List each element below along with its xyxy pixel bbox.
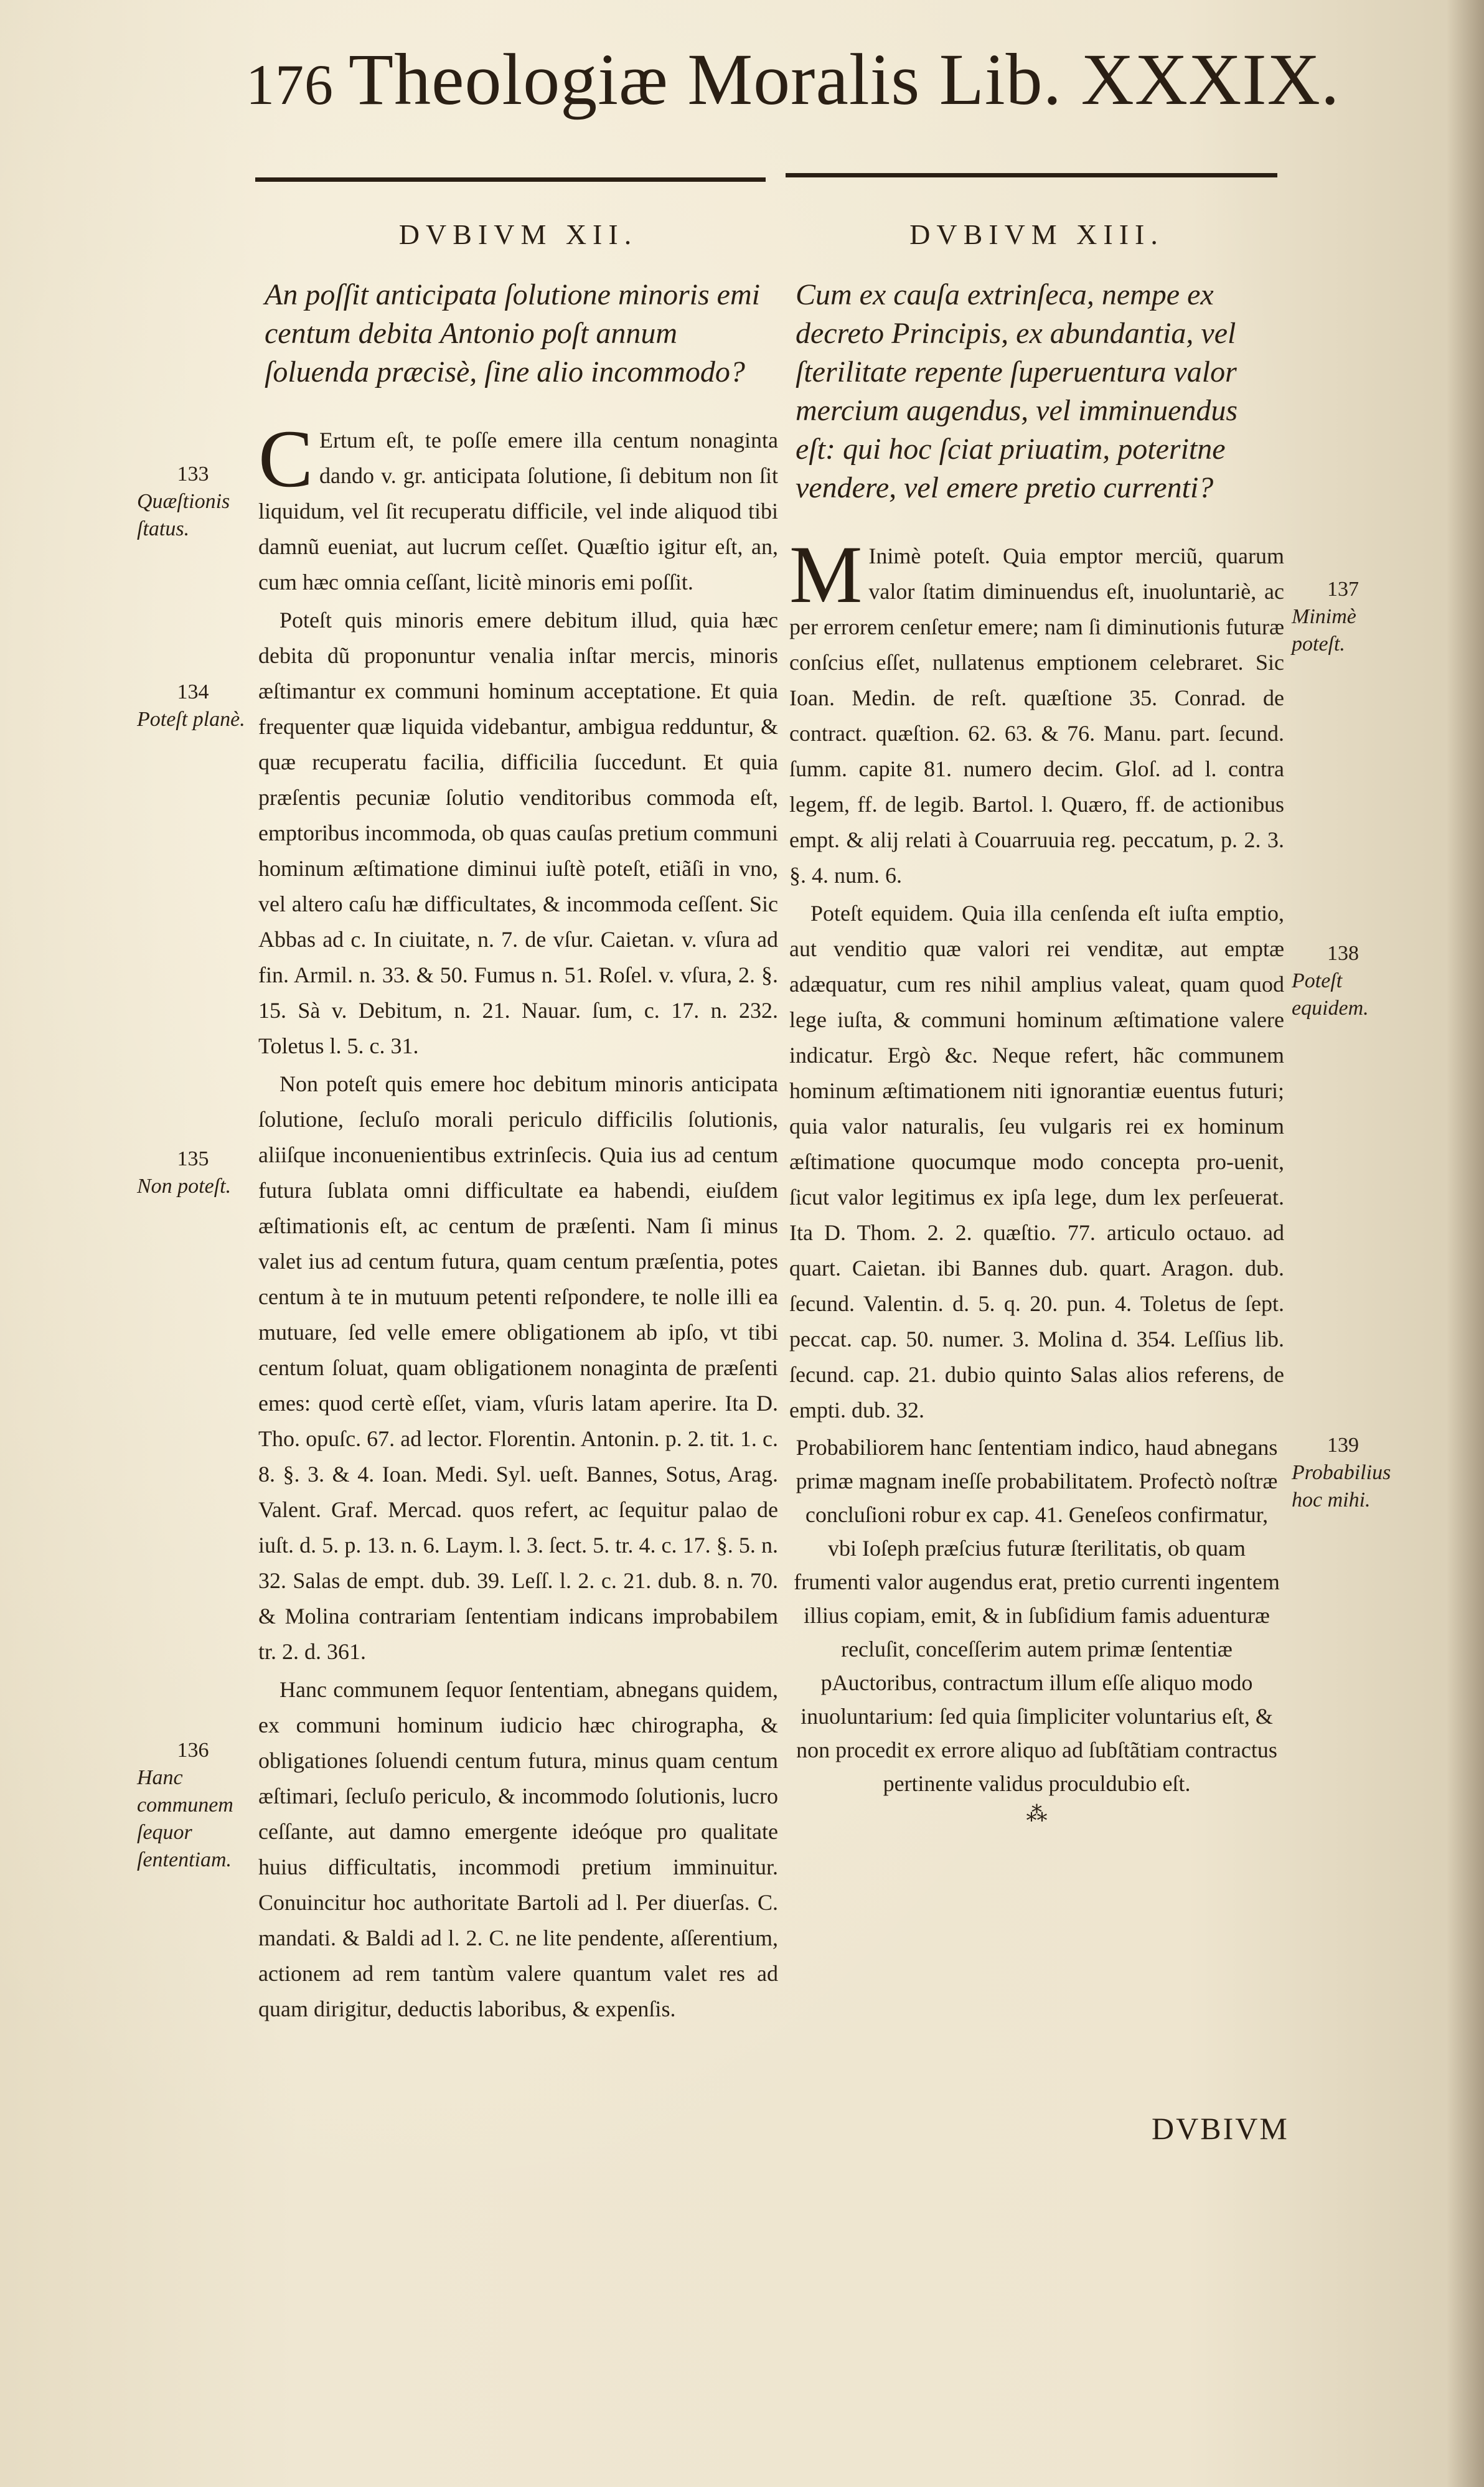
margin-note-number: 139 [1327,1434,1359,1457]
dubium-xii-paragraph-3: Non poteſt quis emere hoc debitum minoris anticipata ſolutione, ſecluſo morali periculo difficilis ſolutionis, aliiſque inconuenientibus extrinſecis. Quia ius ad centum futura ſublata omni difficultate ea habendi, eiuſdem æſtimationis eſt, ac centum de præſenti. Nam ſi minus valet ius ad centum futura, quam centum præſentia, potes centum à te in mutuum petenti reſpondere, te nolle illi ea mutuare, ſed velle emere obligationem ab ipſo, vt tibi centum ſoluat, quam obligationem nonaginta de præſenti emes: quod certè eſſet, viam, vſuris latam aperire. Ita D. Tho. opuſc. 67. ad lector. Florentin. Antonin. p. 2. tit. 1. c. 8. §. 3. & 4. Ioan. Medi. Syl. ueſt. Bannes, Sotus, Arag. Valent. Graf. Mercad. quos refert, ac ſequitur palao de iuſt. d. 5. p. 13. n. 6. Laym. l. 3. ſect. 5. tr. 4. c. 17. §. 5. n. 32. Salas de empt. dub. 39. Leſſ. l. 2. c. 21. dub. 8. n. 70. & Molina contrariam ſententiam indicans improbabilem tr. 2. d. 361. [258,1071,778,1664]
margin-note-number: 133 [177,463,209,486]
page-number: 176 [246,53,334,116]
margin-note-137 [1292,576,1394,658]
margin-note-134 [137,679,249,733]
drop-cap-c: C [258,413,314,504]
paragraph-1-text: Inimè poteſt. Quia emptor merciũ, quarum valor ſtatim diminuendus eſt, inuoluntariè, ac per errorem cenſetur emere; nam ſi diminutionis futuræ conſcius eſſet, nullatenus emptionem celebraret. Sic Ioan. Medin. de reſt. quæſtione 35. Conrad. de contract. quæſtion. 62. 63. & 76. Manu. part. ſecund. ſumm. capite 81. numero decim. Gloſ. ad l. contra legem, ff. de legib. Bartol. l. Quæro, ff. de actionibus empt. & alij relati à Couarruuia reg. peccatum, p. 2. 3. §. 4. num. 6. [789,543,1284,888]
margin-note-number: 138 [1327,942,1359,965]
right-column [789,218,1284,1826]
dubium-xiii-question: Cum ex cauſa extrinſeca, nempe ex decreto Principis, ex abundantia, vel ſterilitate repente ſuperuentura valor mercium augendus, vel imminuendus eſt: qui hoc ſciat priuatim, poteritne vendere, vel emere pretio currenti? [796,278,1238,504]
dubium-xii-question: An poſſit anticipata ſolutione minoris emi centum debita Antonio poſt annum ſoluenda præcisè, ſine alio incommodo? [265,278,760,388]
margin-note-text: Hanc communem ſequor ſententiam. [137,1766,233,1871]
margin-note-text: Quæſtionis ſtatus. [137,490,230,540]
running-header [246,37,1340,122]
header-rule-left [255,177,766,182]
page-gutter-shadow [1447,0,1484,2487]
margin-note-138 [1292,940,1394,1022]
dubium-xii-title: DVBIVM XII. [398,219,638,250]
margin-note-136 [137,1737,249,1874]
margin-note-text: Poteſt equidem. [1292,969,1369,1020]
dubium-xiii-paragraph-2: Poteſt equidem. Quia illa cenſenda eſt iuſta emptio, aut venditio quæ valori rei venditæ, aut emptæ adæquatur, cum res nihil amplius valeat, quam quod lege iuſta, & communi hominum æſtimatione valere indicatur. Ergò &c. Neque refert, hãc communem hominum æſtimationem niti ignorantiæ euentus futuri; quia valor naturalis, ſeu vulgaris rei ex hominum æſtimatione quocumque modo concepta pro-uenit, ſicut valor legitimus ex ipſa lege, dum lex perſeuerat. Ita D. Thom. 2. 2. quæſtio. 77. articulo octauo. ad quart. Caietan. ibi Bannes dub. quart. Aragon. dub. ſecund. Valentin. d. 5. q. 20. pun. 4. Toletus de ſept. peccat. cap. 50. numer. 3. Molina d. 354. Leſſius lib. ſecund. cap. 21. dubio quinto Salas alios referens, de empti. dub. 32. [789,901,1284,1422]
dubium-xiii-paragraph-3: Probabiliorem hanc ſententiam indico, haud abnegans primæ magnam ineſſe probabilitatem. Profectò noſtræ concluſioni robur ex cap. 41. Geneſeos confirmatur, vbi Ioſeph præſcius futuræ ſterilitatis, ob quam frumenti valor augendus erat, pretio currenti ingentem illius copiam, emit, & in ſubſidium famis aduenturæ recluſit, conceſſerim autem primæ ſententiæ pAuctoribus, contractum illum eſſe aliquo modo inuoluntarium: ſed quia ſimpliciter voluntarius eſt, & non procedit ex errore aliquo ad ſubſtãtiam contractus pertinente validus proculdubio eſt. [794,1435,1280,1796]
drop-cap-m: M [789,529,863,620]
margin-note-133 [137,461,249,543]
margin-note-text: Probabilius hoc mihi. [1292,1461,1391,1511]
margin-note-text: Non poteſt. [137,1175,232,1198]
dubium-xiii-paragraph-1 [789,529,1284,893]
margin-note-number: 137 [1327,578,1359,601]
asterism: ⁂ [1026,1803,1048,1826]
dubium-xii-paragraph-1 [258,413,778,600]
margin-note-number: 135 [177,1147,209,1170]
margin-note-text: Minimè poteſt. [1292,605,1356,656]
margin-note-139 [1292,1432,1394,1514]
header-rule-right [786,173,1277,177]
dubium-xii-paragraph-2: Poteſt quis minoris emere debitum illud, quia hæc debita dũ proponuntur venalia inſtar mercis, minoris æſtimantur ex communi hominum acceptatione. Et quia frequenter quæ liquida videbantur, ambigua redduntur, & quæ recuperatu facilia, difficilia ſuccedunt. Et quia præſentis pecuniæ ſolutio venditoribus commoda eſt, emptoribus incommoda, ob quas cauſas pretium communi hominum æſtimatione diminui iuſtè poteſt, etiãſi in vno, vel altero caſu hæ difficultates, & incommoda ceſſent. Sic Abbas ad c. In ciuitate, n. 7. de vſur. Caietan. v. vſura ad fin. Armil. n. 33. & 50. Fumus n. 51. Roſel. v. vſura, 2. §. 15. Sà v. Debitum, n. 21. Nauar. ſum, c. 17. n. 232. Toletus l. 5. c. 31. [258,608,778,1058]
margin-note-number: 136 [177,1739,209,1762]
margin-note-135 [137,1145,249,1200]
margin-note-text: Poteſt planè. [137,708,245,731]
dubium-xii-paragraph-4: Hanc communem ſequor ſententiam, abnegans quidem, ex communi hominum iudicio hæc chirographa, & obligationes ſoluendi centum futura, minus quam centum æſtimari, ſecluſo periculo, & incommodo ſolutionis, lucro ceſſante, aut damno emergente ideóque pro qualitate huius difficultatis, incommodi pretium imminuitur. Conuincitur hoc authoritate Bartoli ad l. Per diuerſas. C. mandati. & Baldi ad l. 2. C. ne lite pendente, aſſerentium, actionem ad rem tantùm valere quantum valet res ad quam dirigitur, deductis laboribus, & expenſis. [258,1677,778,2021]
dubium-xiii-title: DVBIVM XIII. [909,219,1164,250]
margin-note-number: 134 [177,680,209,703]
left-column [258,218,778,2029]
running-title: Theologiæ Moralis Lib. XXXIX. [349,39,1340,120]
paragraph-1-text: Ertum eſt, te poſſe emere illa centum nonaginta dando v. gr. anticipata ſolutione, ſi debitum non ſit liquidum, vel ſit recuperatu difficile, vel inde aliquod tibi damnũ eueniat, aut lucrum ceſſet. Quæſtio igitur eſt, an, cum hæc omnia ceſſant, licitè minoris emi poſſit. [258,428,778,595]
catchword: DVBIVM [1152,2111,1289,2146]
